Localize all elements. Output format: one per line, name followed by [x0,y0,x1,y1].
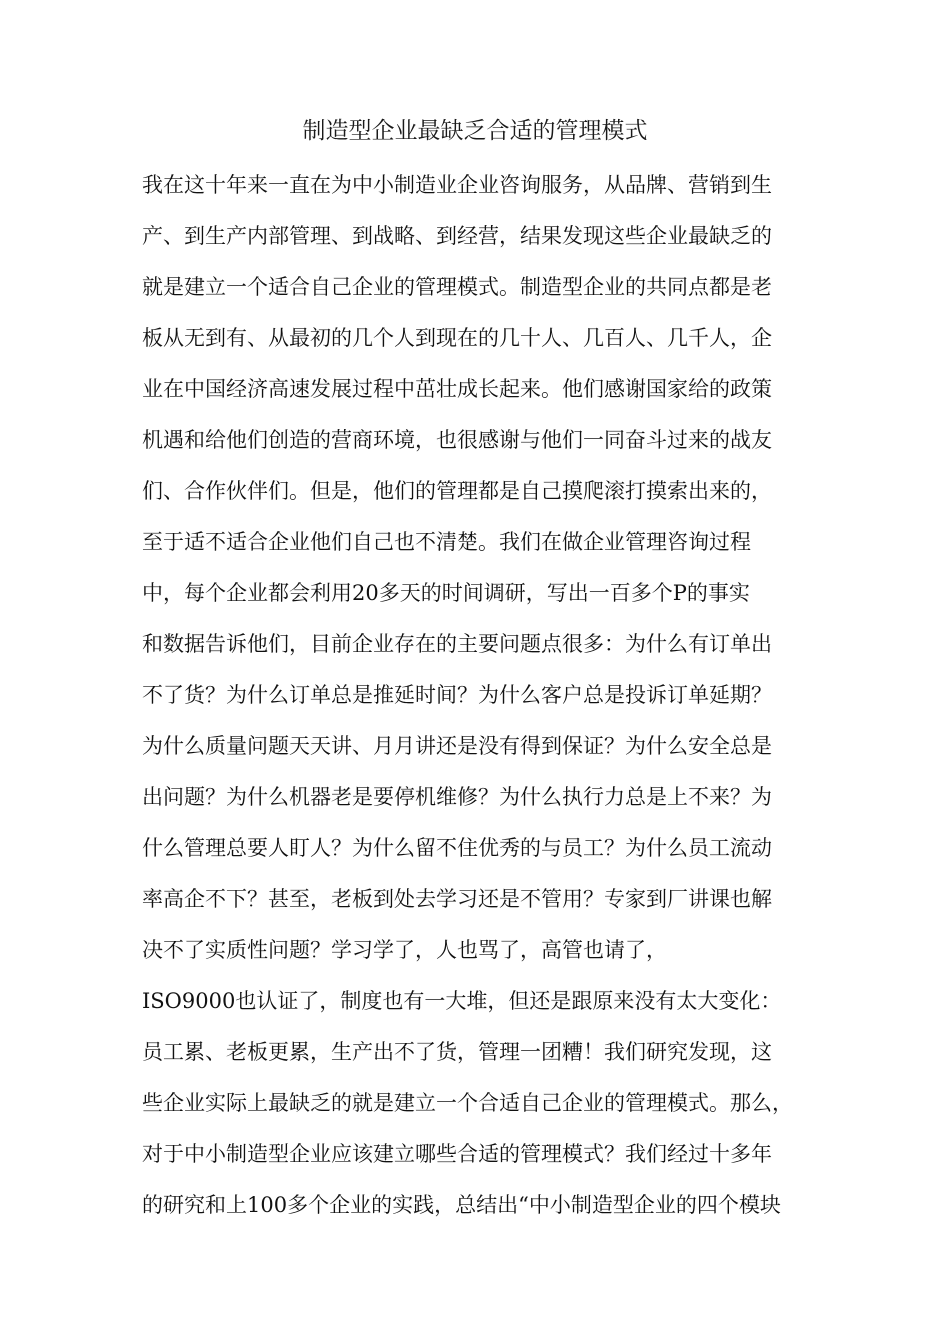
text-line: 率高企不下？甚至，老板到处去学习还是不管用？专家到厂讲课也解 [142,887,772,911]
text-line: ISO9000也认证了，制度也有一大堆，但还是跟原来没有太大变化： [142,989,782,1013]
text-line: 机遇和给他们创造的营商环境，也很感谢与他们一同奋斗过来的战友 [142,428,772,452]
text-line: 的研究和上100多个企业的实践，总结出“中小制造型企业的四个模块 [142,1193,781,1217]
text-line: 和数据告诉他们，目前企业存在的主要问题点很多：为什么有订单出 [142,632,772,656]
text-line: 些企业实际上最缺乏的就是建立一个合适自己企业的管理模式。那么， [142,1091,793,1115]
text-line: 员工累、老板更累，生产出不了货，管理一团糟！我们研究发现，这 [142,1040,772,1064]
text-line: 中，每个企业都会利用20多天的时间调研，写出一百多个P的事实 [142,581,750,605]
text-line: 出问题？为什么机器老是要停机维修？为什么执行力总是上不来？为 [142,785,772,809]
text-line: 决不了实质性问题？学习学了，人也骂了，高管也请了， [142,938,667,962]
body-paragraph [142,160,832,1231]
text-line: 为什么质量问题天天讲、月月讲还是没有得到保证？为什么安全总是 [142,734,772,758]
text-line: 们、合作伙伴们。但是，他们的管理都是自己摸爬滚打摸索出来的， [142,479,772,503]
text-line: 至于适不适合企业他们自己也不清楚。我们在做企业管理咨询过程 [142,530,751,554]
text-line: 不了货？为什么订单总是推延时间？为什么客户总是投诉订单延期？ [142,683,772,707]
text-line: 什么管理总要人盯人？为什么留不住优秀的与员工？为什么员工流动 [142,836,772,860]
text-line: 板从无到有、从最初的几个人到现在的几十人、几百人、几千人，企 [142,326,772,350]
text-line: 我在这十年来一直在为中小制造业企业咨询服务，从品牌、营销到生 [142,173,772,197]
text-line: 业在中国经济高速发展过程中茁壮成长起来。他们感谢国家给的政策 [142,377,772,401]
text-line: 就是建立一个适合自己企业的管理模式。制造型企业的共同点都是老 [142,275,772,299]
text-line: 产、到生产内部管理、到战略、到经营，结果发现这些企业最缺乏的 [142,224,772,248]
document-title: 制造型企业最缺乏合适的管理模式 [302,118,648,144]
text-line: 对于中小制造型企业应该建立哪些合适的管理模式？我们经过十多年 [142,1142,772,1166]
